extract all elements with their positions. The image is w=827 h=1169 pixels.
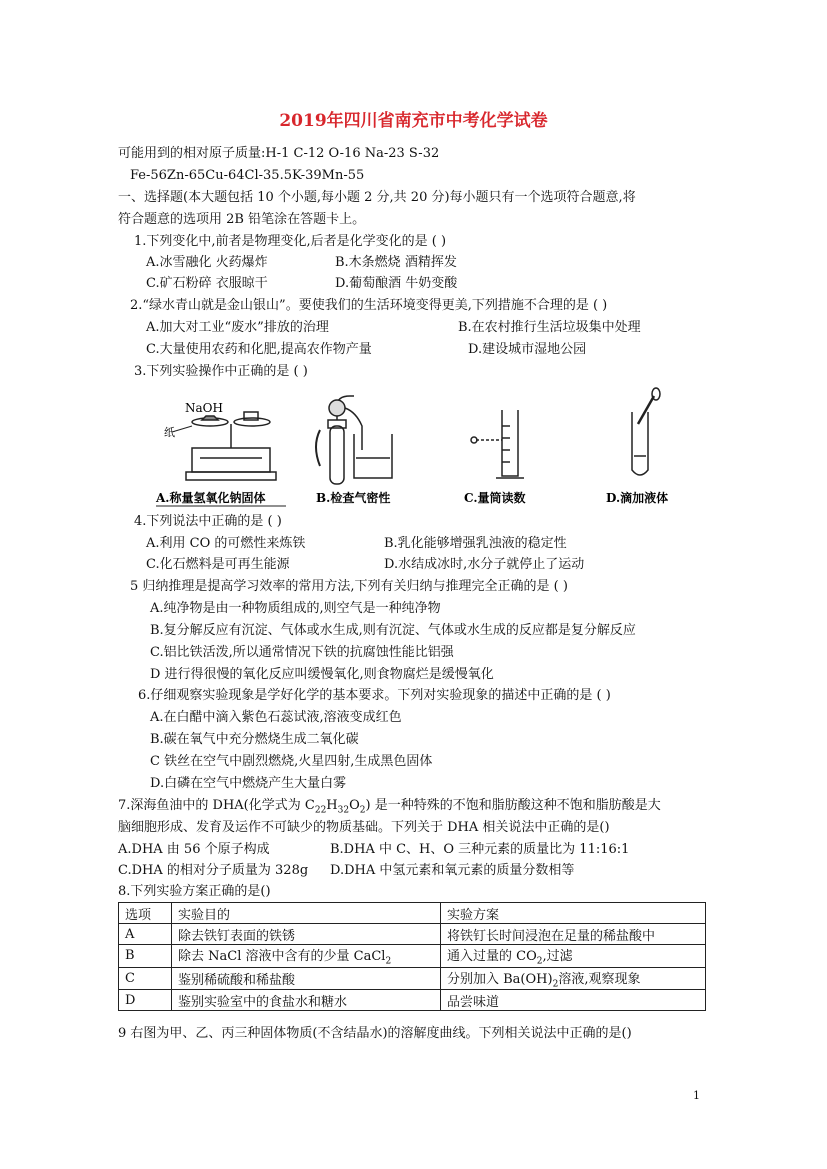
table-cell: B: [119, 945, 172, 968]
q1-stem: 1.下列变化中,前者是物理变化,后者是化学变化的是 ( ): [134, 234, 447, 249]
q5-option-b: B.复分解反应有沉淀、气体或水生成,则有沉淀、气体或水生成的反应都是复分解反应: [150, 623, 636, 638]
atomic-mass-line-1: 可能用到的相对原子质量:H-1 C-12 O-16 Na-23 S-32: [118, 146, 440, 161]
atomic-mass-line-2: Fe-56Zn-65Cu-64Cl-35.5K-39Mn-55: [130, 168, 365, 183]
q4-option-a: A.利用 CO 的可燃性来炼铁: [146, 536, 306, 551]
q5-stem: 5 归纳推理是提高学习效率的常用方法,下列有关归纳与推理完全正确的是 ( ): [130, 579, 568, 594]
q7-option-c: C.DHA 的相对分子质量为 328g: [118, 863, 309, 878]
q1-option-c: C.矿石粉碎 衣服晾干: [146, 276, 268, 291]
q4-option-d: D.水结成冰时,水分子就停止了运动: [384, 557, 585, 572]
q6-option-b: B.碳在氧气中充分燃烧生成二氧化碳: [150, 732, 359, 747]
q3-caption-b: B.检查气密性: [316, 491, 391, 505]
table-cell: D: [119, 990, 172, 1011]
table-cell: 除去铁钉表面的铁锈: [172, 924, 441, 945]
section-1-heading-cont: 符合题意的选项用 2B 铅笔涂在答题卡上。: [118, 212, 366, 227]
q4-stem: 4.下列说法中正确的是 ( ): [134, 514, 282, 529]
header-cell: 选项: [119, 903, 172, 924]
q1-option-a: A.冰雪融化 火药爆炸: [146, 255, 268, 270]
q6-option-c: C 铁丝在空气中剧烈燃烧,火星四射,生成黑色固体: [150, 754, 433, 769]
dropper-test-tube-icon: [632, 388, 660, 475]
q4-option-b: B.乳化能够增强乳浊液的稳定性: [384, 536, 567, 551]
q3-stem: 3.下列实验操作中正确的是 ( ): [134, 364, 308, 379]
airtightness-apparatus-icon: [316, 396, 392, 484]
table-cell: 品尝味道: [441, 990, 706, 1011]
q2-option-b: B.在农村推行生活垃圾集中处理: [458, 320, 641, 335]
q3-caption-d: D.滴加液体: [606, 491, 669, 505]
table-cell: 鉴别稀硫酸和稀盐酸: [172, 967, 441, 990]
table-cell: 鉴别实验室中的食盐水和糖水: [172, 990, 441, 1011]
table-cell: 通入过量的 $CO_2$,过滤: [441, 945, 706, 968]
section-1-heading: 一、选择题(本大题包括 10 个小题,每小题 2 分,共 20 分)每小题只有一个选项符合题意,将: [118, 190, 636, 205]
table-cell: C: [119, 967, 172, 990]
table-cell: 除去 NaCl 溶液中含有的少量 CaCl$_2$: [172, 945, 441, 968]
table-row: [119, 990, 706, 1011]
q5-option-d: D 进行得很慢的氧化反应叫缓慢氧化,则食物腐烂是缓慢氧化: [150, 667, 494, 682]
q6-option-a: A.在白醋中滴入紫色石蕊试液,溶液变成红色: [150, 710, 402, 725]
q6-option-d: D.白磷在空气中燃烧产生大量白雾: [150, 776, 347, 791]
q9-stem: 9 右图为甲、乙、丙三种固体物质(不含结晶水)的溶解度曲线。下列相关说法中正确的是(): [118, 1026, 632, 1041]
q7-option-b: B.DHA 中 C、H、O 三种元素的质量比为 11:16:1: [330, 842, 630, 857]
q2-option-a: A.加大对工业“废水”排放的治理: [146, 320, 329, 335]
q1-option-b: B.木条燃烧 酒精挥发: [335, 255, 457, 270]
q3-caption-c: C.量筒读数: [464, 491, 526, 505]
q2-option-c: C.大量使用农药和化肥,提高农作物产量: [146, 342, 372, 357]
naoh-label: NaOH: [185, 401, 223, 415]
q3-caption-a: A.称量氢氧化钠固体: [156, 491, 266, 505]
table-cell: 分别加入 $Ba(OH)_2$溶液,观察现象: [441, 967, 706, 990]
q7-option-d: D.DHA 中氢元素和氧元素的质量分数相等: [330, 863, 575, 878]
q2-option-d: D.建设城市湿地公园: [468, 342, 587, 357]
measuring-cylinder-icon: [471, 410, 524, 478]
table-cell: A: [119, 924, 172, 945]
q5-option-c: C.铝比铁活泼,所以通常情况下铁的抗腐蚀性能比铝强: [150, 645, 454, 660]
q7-stem-cont: 脑细胞形成、发育及运作不可缺少的物质基础。下列关于 DHA 相关说法中正确的是(): [118, 820, 610, 835]
table-header-row: [119, 903, 706, 924]
table-row: [119, 945, 706, 968]
q4-option-c: C.化石燃料是可再生能源: [146, 557, 290, 572]
table-row: [119, 924, 706, 945]
q8-stem: 8.下列实验方案正确的是(): [118, 884, 271, 899]
header-cell: 实验方案: [441, 903, 706, 924]
page-title: 2019年四川省南充市中考化学试卷: [279, 111, 548, 131]
q7-stem: 7.深海鱼油中的 DHA(化学式为 $C_{22}H_{32}O_2$) 是一种特殊的不饱和脂肪酸这种不饱和脂肪酸是大: [118, 798, 661, 816]
header-cell: 实验目的: [172, 903, 441, 924]
q2-stem: 2.“绿水青山就是金山银山”。要使我们的生活环境变得更美,下列措施不合理的是 ( ): [130, 298, 608, 313]
q3-apparatus-figure: [140, 386, 700, 510]
balance-icon: [186, 412, 276, 480]
paper-label: 纸: [164, 426, 175, 439]
table-cell: 将铁钉长时间浸泡在足量的稀盐酸中: [441, 924, 706, 945]
q6-stem: 6.仔细观察实验现象是学好化学的基本要求。下列对实验现象的描述中正确的是 ( ): [138, 688, 611, 703]
q1-option-d: D.葡萄酿酒 牛奶变酸: [335, 276, 458, 291]
q5-option-a: A.纯净物是由一种物质组成的,则空气是一种纯净物: [150, 601, 441, 616]
q7-option-a: A.DHA 由 56 个原子构成: [118, 842, 270, 857]
q8-options-table: [118, 902, 706, 1011]
table-row: [119, 967, 706, 990]
page-number: 1: [693, 1089, 700, 1102]
